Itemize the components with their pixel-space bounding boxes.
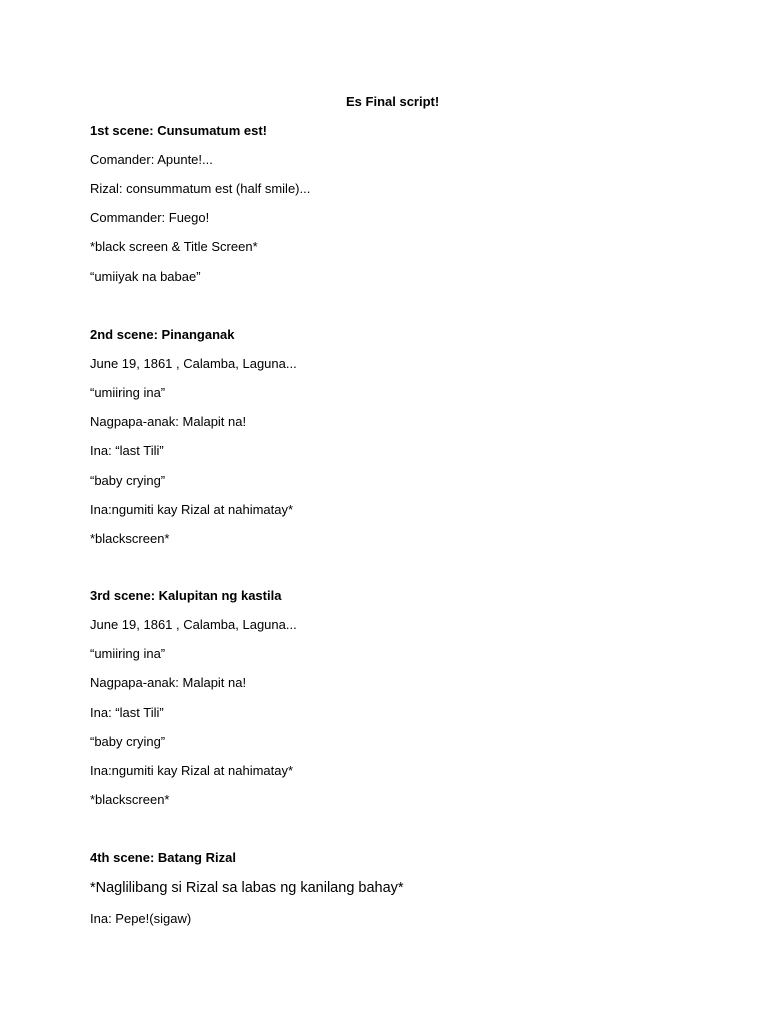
script-line: Ina: Pepe!(sigaw): [90, 911, 192, 926]
script-line: Comander: Apunte!...: [90, 152, 213, 167]
script-line: *blackscreen*: [90, 792, 170, 807]
script-line: Ina: “last Tili”: [90, 705, 164, 720]
script-line: Ina:ngumiti kay Rizal at nahimatay*: [90, 763, 294, 778]
script-line: June 19, 1861 , Calamba, Laguna...: [90, 356, 297, 371]
script-line: Nagpapa-anak: Malapit na!: [90, 414, 247, 429]
script-line: *blackscreen*: [90, 531, 170, 546]
script-line: Ina:ngumiti kay Rizal at nahimatay*: [90, 502, 294, 517]
scene-2-heading: 2nd scene: Pinanganak: [90, 327, 235, 342]
script-line: June 19, 1861 , Calamba, Laguna...: [90, 617, 297, 632]
script-line: *black screen & Title Screen*: [90, 239, 258, 254]
script-line: “umiiyak na babae”: [90, 269, 201, 284]
script-line: “umiiring ina”: [90, 385, 166, 400]
script-line: Ina: “last Tili”: [90, 443, 164, 458]
script-line: *Naglilibang si Rizal sa labas ng kanilang bahay*: [90, 880, 404, 896]
document-title-text: Es Final script!: [346, 94, 440, 109]
script-line: Commander: Fuego!: [90, 210, 210, 225]
script-line: “baby crying”: [90, 734, 166, 749]
script-line: Rizal: consummatum est (half smile)...: [90, 181, 311, 196]
script-line: “baby crying”: [90, 473, 166, 488]
script-line: Nagpapa-anak: Malapit na!: [90, 675, 247, 690]
script-line: “umiiring ina”: [90, 646, 166, 661]
scene-1-heading: 1st scene: Cunsumatum est!: [90, 123, 267, 138]
scene-3-heading: 3rd scene: Kalupitan ng kastila: [90, 588, 282, 603]
scene-4-heading: 4th scene: Batang Rizal: [90, 850, 236, 865]
